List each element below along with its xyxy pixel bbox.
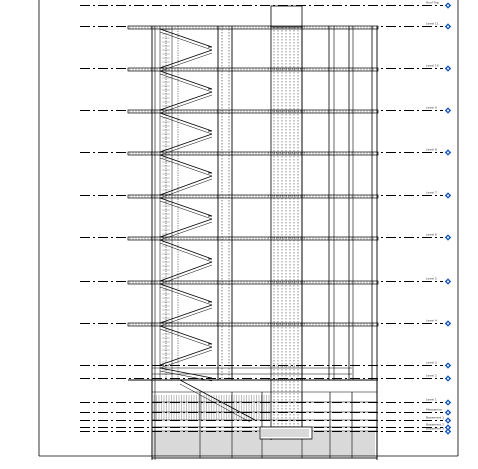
- stair-flight: [160, 113, 212, 134]
- level-markers[interactable]: [445, 3, 451, 435]
- level-label: Level 8: [426, 147, 437, 152]
- level-label: Roof Top: [426, 0, 439, 5]
- floor-slab: [128, 110, 378, 113]
- level-head-icon[interactable]: [445, 24, 451, 30]
- stair-core: [160, 26, 212, 381]
- level-label: Basement 2: [426, 422, 445, 427]
- level-head-icon[interactable]: [445, 193, 451, 199]
- basement-structure: [152, 380, 377, 458]
- stair-flight: [160, 326, 212, 347]
- level-head-icon[interactable]: [445, 418, 451, 424]
- level-label: Level 3: [426, 360, 437, 365]
- level-label: Level 11: [426, 21, 439, 26]
- stair-flight: [160, 155, 212, 176]
- level-label: Basement 1: [426, 415, 445, 420]
- level-label: Level 1: [426, 397, 437, 402]
- level-head-icon[interactable]: [445, 235, 451, 241]
- level-label: Basement 3: [426, 426, 445, 431]
- level-head-icon[interactable]: [445, 150, 451, 156]
- level-head-icon[interactable]: [445, 410, 451, 416]
- stair-flight: [160, 198, 212, 219]
- floor-slab: [128, 26, 378, 29]
- floor-slab: [128, 68, 378, 71]
- level-label: Level 2: [426, 373, 437, 378]
- level-label: Level 4: [426, 318, 437, 323]
- floor-slab: [128, 281, 378, 284]
- level-head-icon[interactable]: [445, 279, 451, 285]
- floor-slab: [128, 152, 378, 155]
- stair-flight: [160, 240, 212, 262]
- floor-slab: [128, 195, 378, 198]
- level-head-icon[interactable]: [445, 376, 451, 382]
- level-label: Level 6: [426, 232, 437, 237]
- floor-slab: [128, 323, 378, 326]
- level-label: Level 7: [426, 190, 437, 195]
- level-head-icon[interactable]: [445, 429, 451, 435]
- stair-flight: [160, 29, 212, 50]
- stair-flight: [160, 284, 212, 305]
- stair-flight: [160, 71, 212, 92]
- level-head-icon[interactable]: [445, 400, 451, 406]
- level-head-icon[interactable]: [445, 66, 451, 72]
- level-label: Level 9: [426, 105, 437, 110]
- basement-box: [152, 380, 377, 458]
- level-head-icon[interactable]: [445, 3, 451, 9]
- level-head-icon[interactable]: [445, 363, 451, 369]
- stair-flight: [160, 347, 212, 368]
- floor-slab: [128, 237, 378, 240]
- level-label: Mezzanine: [426, 407, 442, 412]
- level-head-icon[interactable]: [445, 321, 451, 327]
- level-head-icon[interactable]: [445, 108, 451, 114]
- level-lines: [80, 1, 444, 432]
- level-label: Level 5: [426, 276, 437, 281]
- level-label: Level 10: [426, 63, 439, 68]
